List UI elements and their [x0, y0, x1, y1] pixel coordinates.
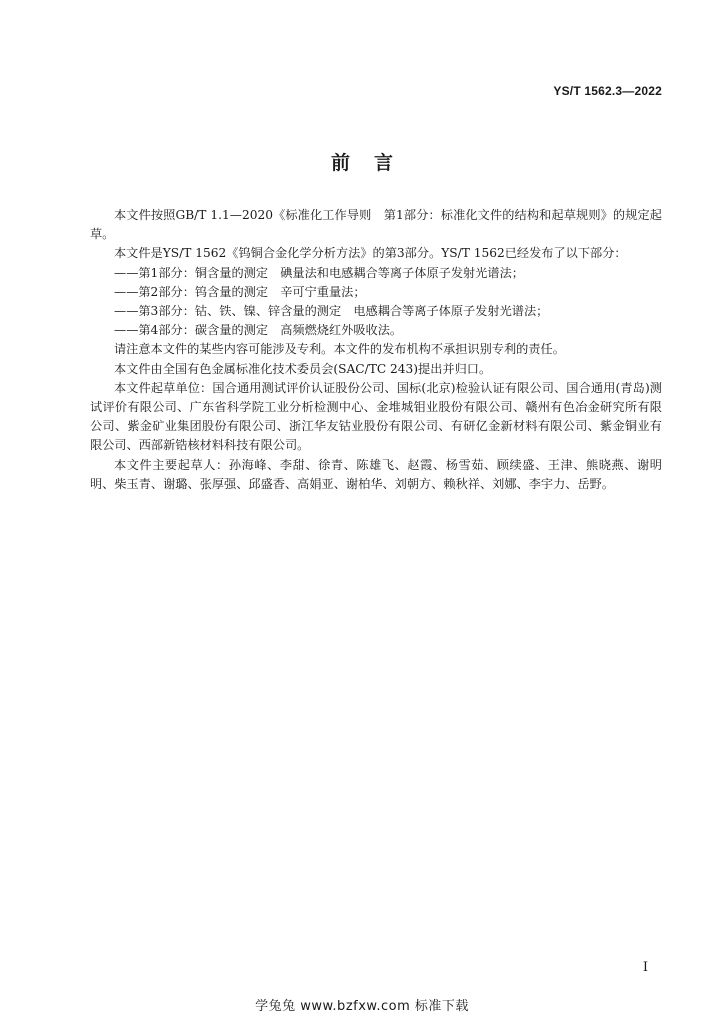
page-number: I — [642, 960, 648, 975]
list-item-part-2: ——第2部分：钨含量的测定 辛可宁重量法； — [114, 284, 366, 299]
page-title: 前言 — [330, 152, 417, 174]
paragraph-committee: 本文件由全国有色金属标准化技术委员会(SAC/TC 243)提出并归口。 — [114, 361, 492, 376]
list-item-part-3: ——第3部分：钴、铁、镍、锌含量的测定 电感耦合等离子体原子发射光谱法； — [114, 304, 549, 319]
standard-number: YS/T 1562.3—2022 — [553, 84, 662, 98]
list-item-part-1: ——第1部分：铜含量的测定 碘量法和电感耦合等离子体原子发射光谱法； — [114, 265, 524, 280]
paragraph-series-intro: 本文件是YS/T 1562《钨铜合金化学分析方法》的第3部分。YS/T 1562已经发布了以下部分： — [114, 246, 627, 261]
paragraph-patent-notice: 请注意本文件的某些内容可能涉及专利。本文件的发布机构不承担识别专利的责任。 — [114, 342, 565, 357]
list-item-part-4: ——第4部分：碳含量的测定 高频燃烧红外吸收法。 — [114, 323, 403, 338]
body-text — [90, 206, 662, 494]
paragraph-drafting-rules: 本文件按照GB/T 1.1—2020《标准化工作导则 第1部分：标准化文件的结构和起草规则》的规定起草。 — [90, 208, 662, 242]
footer-watermark: 学兔兔 www.bzfxw.com 标准下载 — [255, 999, 469, 1014]
paragraph-drafters: 本文件主要起草人：孙海峰、李甜、徐青、陈雄飞、赵霞、杨雪茹、顾续盛、王津、熊晓燕、谢明明、柴玉青、谢璐、张厚强、邱盛香、高娟亚、谢柏华、刘朝方、赖秋祥、刘娜、李宇力、岳野。 — [90, 457, 662, 491]
paragraph-drafting-units: 本文件起草单位：国合通用测试评价认证股份公司、国标(北京)检验认证有限公司、国合通用(青岛)测试评价有限公司、广东省科学院工业分析检测中心、金堆城钼业股份有限公司、赣州有色冶金研究所有限公司、紫金矿业集团股份有限公司、浙江华友钴业股份有限公司、有研亿金新材料有限公司、紫金铜业有限公司、西部新锆核材料科技有限公司。 — [90, 380, 662, 453]
